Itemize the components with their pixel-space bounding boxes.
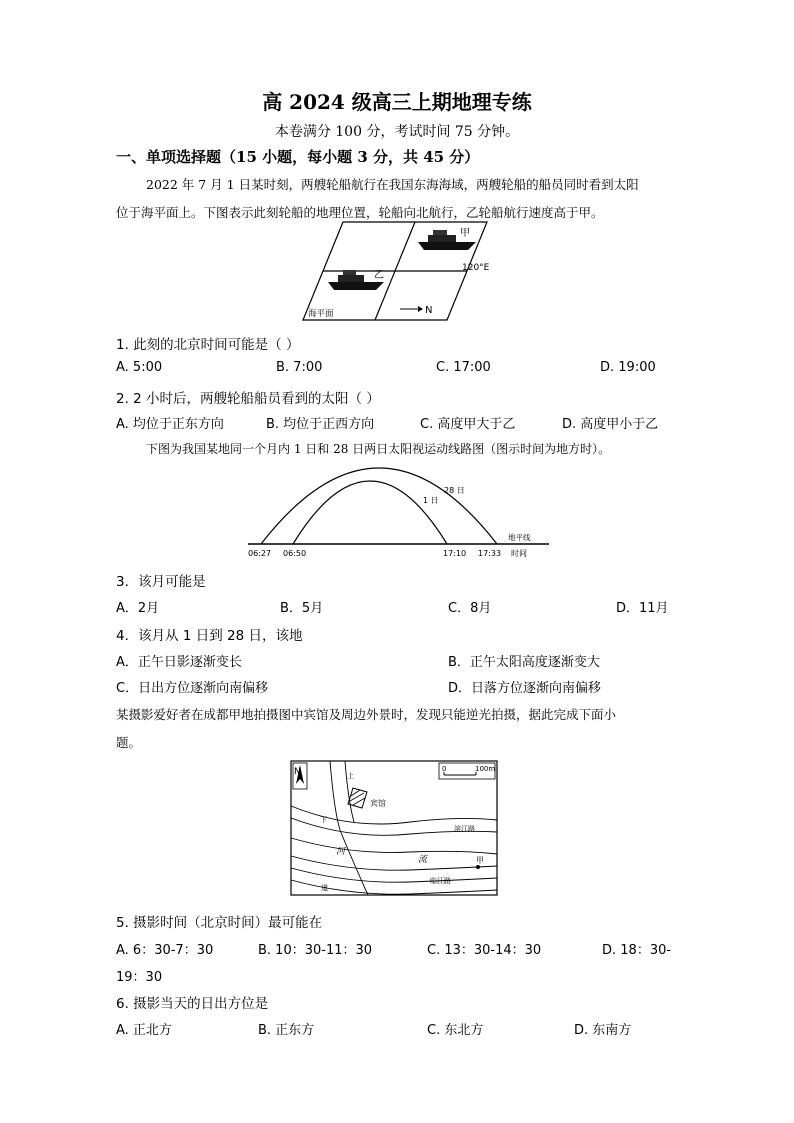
q1-option-a[interactable]: A. 5:00 xyxy=(116,360,163,375)
q6-option-c[interactable]: C. 东北方 xyxy=(427,1023,484,1038)
q1-option-c[interactable]: C. 17:00 xyxy=(436,360,491,375)
ship-b-label: 乙 xyxy=(374,270,384,281)
q6-option-d[interactable]: D. 东南方 xyxy=(574,1023,632,1038)
hotel-label: 宾馆 xyxy=(370,799,386,808)
q1-option-d[interactable]: D. 19:00 xyxy=(600,360,656,375)
upstream-mark: 上 xyxy=(347,772,354,780)
intro2: 下图为我国某地同一个月内 1 日和 28 日两日太阳视运动线路图（图示时间为地方时）。 xyxy=(146,442,611,456)
q3-stem: 3．该月可能是 xyxy=(116,574,206,590)
label-1: 1 日 xyxy=(423,496,439,505)
intro3-line1: 某摄影爱好者在成都甲地拍摄图中宾馆及周边外景时，发现只能逆光拍摄，据此完成下面小 xyxy=(116,707,617,722)
q1-option-b[interactable]: B. 7:00 xyxy=(276,360,323,375)
time-1733: 17:33 xyxy=(478,549,502,558)
scale-length: 100m xyxy=(475,765,496,773)
sea-level-label: 海平面 xyxy=(308,309,334,319)
exam-info: 本卷满分 100 分，考试时间 75 分钟。 xyxy=(274,124,520,140)
river-bank xyxy=(291,856,497,870)
sun-path-figure xyxy=(245,458,555,560)
point-jia-marker xyxy=(476,865,480,869)
q2-option-a[interactable]: A. 均位于正东方向 xyxy=(116,417,224,432)
river-label-1: 河 xyxy=(336,847,346,857)
q2-option-d[interactable]: D. 高度甲小于乙 xyxy=(562,417,659,432)
q4-option-d[interactable]: D．日落方位逐渐向南偏移 xyxy=(448,681,602,696)
sun-path-1 xyxy=(293,481,447,544)
ship-a-label: 甲 xyxy=(460,228,470,239)
q6-option-b[interactable]: B. 正东方 xyxy=(258,1023,315,1038)
q4-option-a[interactable]: A．正午日影逐渐变长 xyxy=(116,655,242,670)
page-title: 高 2024 级高三上期地理专练 xyxy=(262,90,532,114)
q4-stem: 4．该月从 1 日到 28 日，该地 xyxy=(116,628,303,644)
q3-option-b[interactable]: B．5月 xyxy=(280,601,324,616)
q4-option-c[interactable]: C．日出方位逐渐向南偏移 xyxy=(116,681,269,696)
map-north-label: N xyxy=(294,767,301,777)
linjiang-road-label: 临江路 xyxy=(430,877,451,885)
scale-zero: 0 xyxy=(442,765,447,773)
q2-stem: 2. 2 小时后，两艘轮船船员看到的太阳（ ） xyxy=(116,391,380,407)
q3-option-d[interactable]: D．11月 xyxy=(616,601,669,616)
longitude-label: 120°E xyxy=(462,263,490,273)
q1-stem: 1. 此刻的北京时间可能是（ ） xyxy=(116,337,300,353)
q5-option-d-cont: 19：30 xyxy=(116,970,163,985)
label-28: 28 日 xyxy=(444,486,465,495)
downstream-mark: 下 xyxy=(320,816,327,824)
q2-option-c[interactable]: C. 高度甲大于乙 xyxy=(420,417,516,432)
q5-option-c[interactable]: C. 13：30-14：30 xyxy=(427,943,542,958)
hotel-icon xyxy=(348,788,367,808)
q5-stem: 5. 摄影时间（北京时间）最可能在 xyxy=(116,915,323,931)
sun-path-28 xyxy=(261,468,497,544)
q6-option-a[interactable]: A. 正北方 xyxy=(116,1023,172,1038)
north-label: N xyxy=(425,305,433,316)
q2-option-b[interactable]: B. 均位于正西方向 xyxy=(266,417,375,432)
q3-option-c[interactable]: C．8月 xyxy=(448,601,492,616)
time-1710: 17:10 xyxy=(443,549,467,558)
intro1-line2: 位于海平面上。下图表示此刻轮船的地理位置，轮船向北航行，乙轮船航行速度高于甲。 xyxy=(116,205,604,220)
binjiang-road-label: 滨江路 xyxy=(454,825,475,833)
time-0627: 06:27 xyxy=(248,549,272,558)
q3-option-a[interactable]: A．2月 xyxy=(116,601,160,616)
q5-option-a[interactable]: A. 6：30-7：30 xyxy=(116,943,214,958)
time-0650: 06:50 xyxy=(283,549,307,558)
intro1-line1: 2022 年 7 月 1 日某时刻，两艘轮船航行在我国东海海域，两艘轮船的船员同时看到太阳 xyxy=(146,177,639,192)
road-mark: 道 xyxy=(321,884,328,892)
q6-stem: 6. 摄影当天的日出方位是 xyxy=(116,996,269,1012)
time-axis-label: 时间 xyxy=(511,549,527,558)
intro3-line2: 题。 xyxy=(116,735,142,750)
ships-figure xyxy=(300,220,500,322)
river-label-2: 流 xyxy=(418,855,428,865)
q5-option-d[interactable]: D. 18：30- xyxy=(602,943,672,958)
point-jia-label: 甲 xyxy=(476,856,484,865)
q4-option-b[interactable]: B．正午太阳高度逐渐变大 xyxy=(448,655,600,670)
section-heading: 一、单项选择题（15 小题，每小题 3 分，共 45 分） xyxy=(116,148,480,166)
hotel-map-figure xyxy=(290,760,500,898)
q5-option-b[interactable]: B. 10：30-11：30 xyxy=(258,943,373,958)
horizon-label: 地平线 xyxy=(508,533,531,542)
